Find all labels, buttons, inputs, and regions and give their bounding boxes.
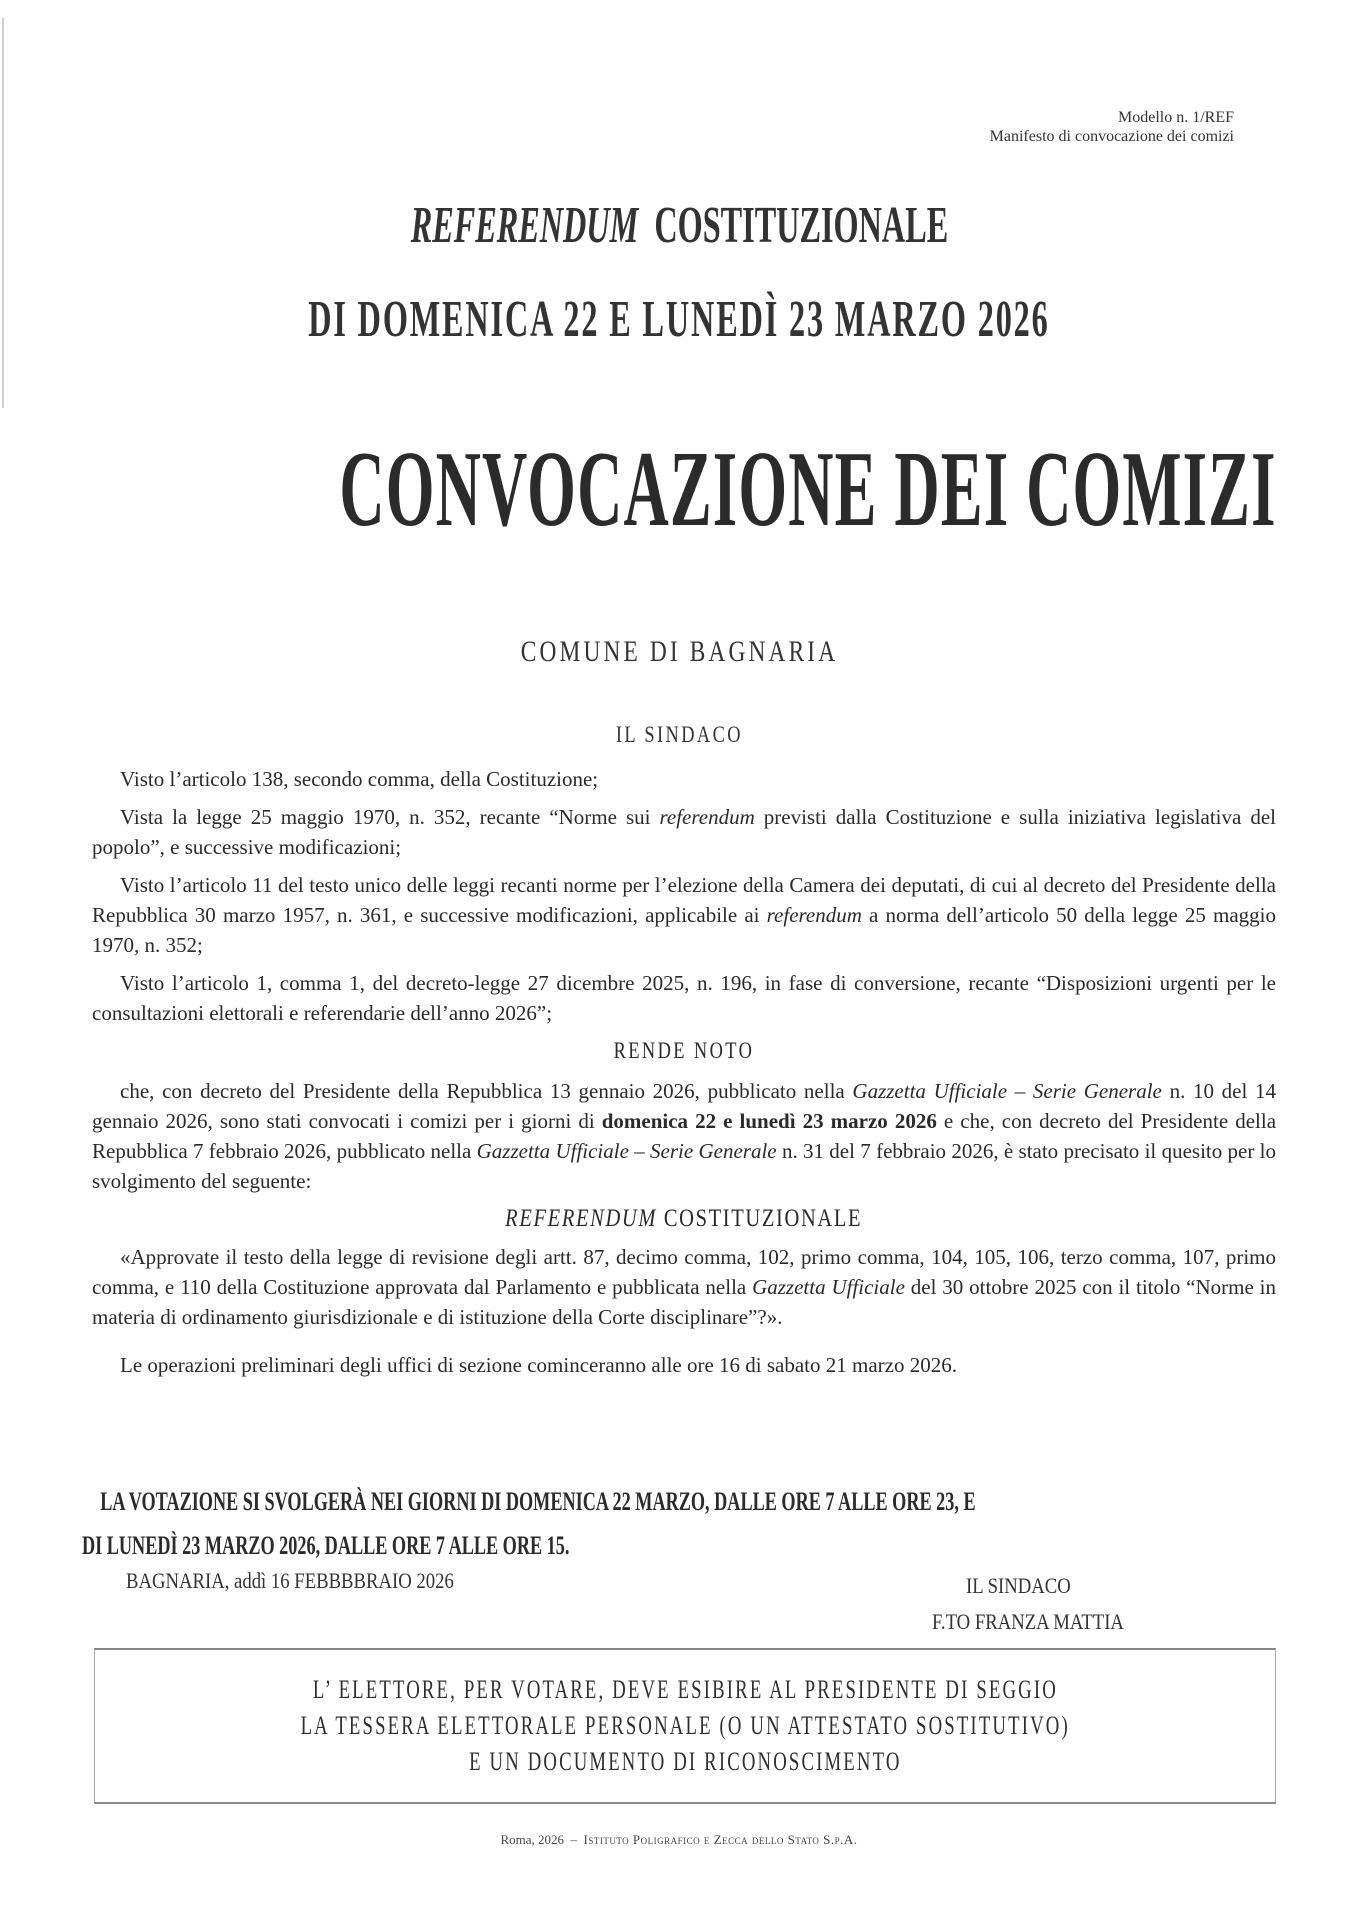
- footer-separator: –: [570, 1832, 577, 1847]
- referendum-subheading-rest: COSTITUZIONALE: [664, 1205, 863, 1232]
- quesito-text-b: del 30 ottobre 2025 con il titolo “Norme in materia di ordinamento giurisdizionale e di istituzione della Corte disciplinare”?».: [92, 1275, 1276, 1329]
- operazioni-paragraph: Le operazioni preliminari degli uffici di sezione cominceranno alle ore 16 di sabato 21 marzo 2026.: [120, 1353, 957, 1377]
- premise-2: [92, 802, 1276, 862]
- main-title-text: CONVOCAZIONE DEI COMIZI: [339, 430, 1277, 549]
- elector-line-3: E UN DOCUMENTO DI RICONOSCIMENTO: [468, 1747, 902, 1776]
- elector-line-2: LA TESSERA ELETTORALE PERSONALE (O UN ATTESTATO SOSTITUTIVO): [300, 1711, 1070, 1740]
- sindaco-heading: [0, 722, 1358, 748]
- notice-text-b: n. 10 del 14 gennaio 2026, sono stati convocati i comizi per i giorni di: [92, 1079, 1277, 1133]
- notice-bold-dates: domenica 22 e lunedì 23 marzo 2026: [601, 1109, 937, 1133]
- title-dates-text: DI DOMENICA 22 E LUNEDÌ 23 MARZO 2026: [308, 291, 1050, 348]
- notice-text-d: n. 31 del 7 febbraio 2026, è stato precisato il quesito per lo svolgimento del seguente:: [92, 1139, 1276, 1193]
- comune-heading: [0, 635, 1358, 669]
- referendum-subheading-italic: REFERENDUM: [505, 1205, 658, 1232]
- title-referendum-italic: REFERENDUM: [410, 197, 638, 254]
- premises-section: [92, 764, 1276, 1388]
- rende-noto-heading: [92, 1036, 1276, 1066]
- footer-publisher: Istituto Poligrafico e Zecca dello Stato S.p.A.: [583, 1832, 858, 1847]
- votazione-line-2: DI LUNEDÌ 23 MARZO 2026, DALLE ORE 7 ALLE ORE 15.: [82, 1531, 570, 1560]
- notice-text-c: e che, con decreto del Presidente della Repubblica 7 febbraio 2026, pubblicato nella: [92, 1109, 1277, 1163]
- premise-2-text-b: previsti dalla Costituzione e sulla iniziativa legislativa del popolo”, e successive modificazioni;: [92, 805, 1276, 859]
- model-reference: [990, 108, 1234, 146]
- referendum-subheading: [92, 1204, 1276, 1234]
- notice-text-a: che, con decreto del Presidente della Repubblica 13 gennaio 2026, pubblicato nella: [120, 1079, 853, 1103]
- premise-4: Visto l’articolo 1, comma 1, del decreto-legge 27 dicembre 2025, n. 196, in fase di conversione, recante “Disposizioni urgenti per le consultazioni elettorali e referendarie dell’anno 2026”;: [92, 971, 1276, 1025]
- elector-notice-box: [94, 1648, 1276, 1804]
- premise-3-text-b: a norma dell’articolo 50 della legge 25 maggio 1970, n. 352;: [92, 903, 1276, 957]
- notice-gazzetta-1: Gazzetta Ufficiale – Serie Generale: [852, 1079, 1162, 1103]
- votazione-line-1: LA VOTAZIONE SI SVOLGERÀ NEI GIORNI DI DOMENICA 22 MARZO, DALLE ORE 7 ALLE ORE 23, E: [100, 1487, 976, 1516]
- place-date: [126, 1568, 512, 1594]
- sindaco-heading-text: IL SINDACO: [615, 722, 743, 747]
- quesito-gazzetta: Gazzetta Ufficiale: [752, 1275, 905, 1299]
- signature-role: IL SINDACO: [966, 1573, 1071, 1598]
- elector-line-1: L’ ELETTORE, PER VOTARE, DEVE ESIBIRE AL PRESIDENTE DI SEGGIO: [312, 1675, 1058, 1704]
- votazione-notice: [82, 1480, 1276, 1568]
- title-referendum: [0, 196, 1358, 256]
- premise-3-text-a: Visto l’articolo 11 del testo unico delle leggi recanti norme per l’elezione della Camera dei deputati, di cui al decreto del Presidente della Repubblica 30 marzo 1957, n. 361, e successive modificazioni, applicabile ai: [92, 873, 1276, 927]
- model-number: Modello n. 1/REF: [1117, 109, 1234, 126]
- premise-2-italic: referendum: [659, 805, 755, 829]
- footer-place: Roma, 2026: [500, 1832, 564, 1847]
- place-date-text: BAGNARIA, addì 16 FEBBBBRAIO 2026: [126, 1568, 454, 1593]
- premise-2-text-a: Vista la legge 25 maggio 1970, n. 352, recante “Norme sui: [120, 805, 660, 829]
- notice-gazzetta-2: Gazzetta Ufficiale – Serie Generale: [476, 1139, 777, 1163]
- title-referendum-rest: COSTITUZIONALE: [653, 197, 948, 254]
- signature-block: [932, 1568, 1158, 1640]
- rende-noto-text: RENDE NOTO: [613, 1038, 755, 1063]
- premise-1: Visto l’articolo 138, secondo comma, della Costituzione;: [120, 767, 599, 791]
- signature-name: F.TO FRANZA MATTIA: [932, 1609, 1124, 1634]
- premise-3-italic: referendum: [766, 903, 862, 927]
- printer-footer: [0, 1832, 1358, 1848]
- model-description: Manifesto di convocazione dei comizi: [989, 128, 1234, 145]
- main-title: [0, 430, 1358, 550]
- premise-3: [92, 870, 1276, 960]
- comune-name: COMUNE DI BAGNARIA: [520, 635, 838, 668]
- quesito-paragraph: [92, 1242, 1276, 1332]
- title-dates: [0, 290, 1358, 350]
- quesito-text-a: «Approvate il testo della legge di revisione degli artt. 87, decimo comma, 102, primo comma, 104, 105, 106, terzo comma, 107, primo comma, e 110 della Costituzione approvata dal Parlamento e pubblicata nella: [92, 1245, 1276, 1299]
- notice-paragraph: [92, 1076, 1276, 1196]
